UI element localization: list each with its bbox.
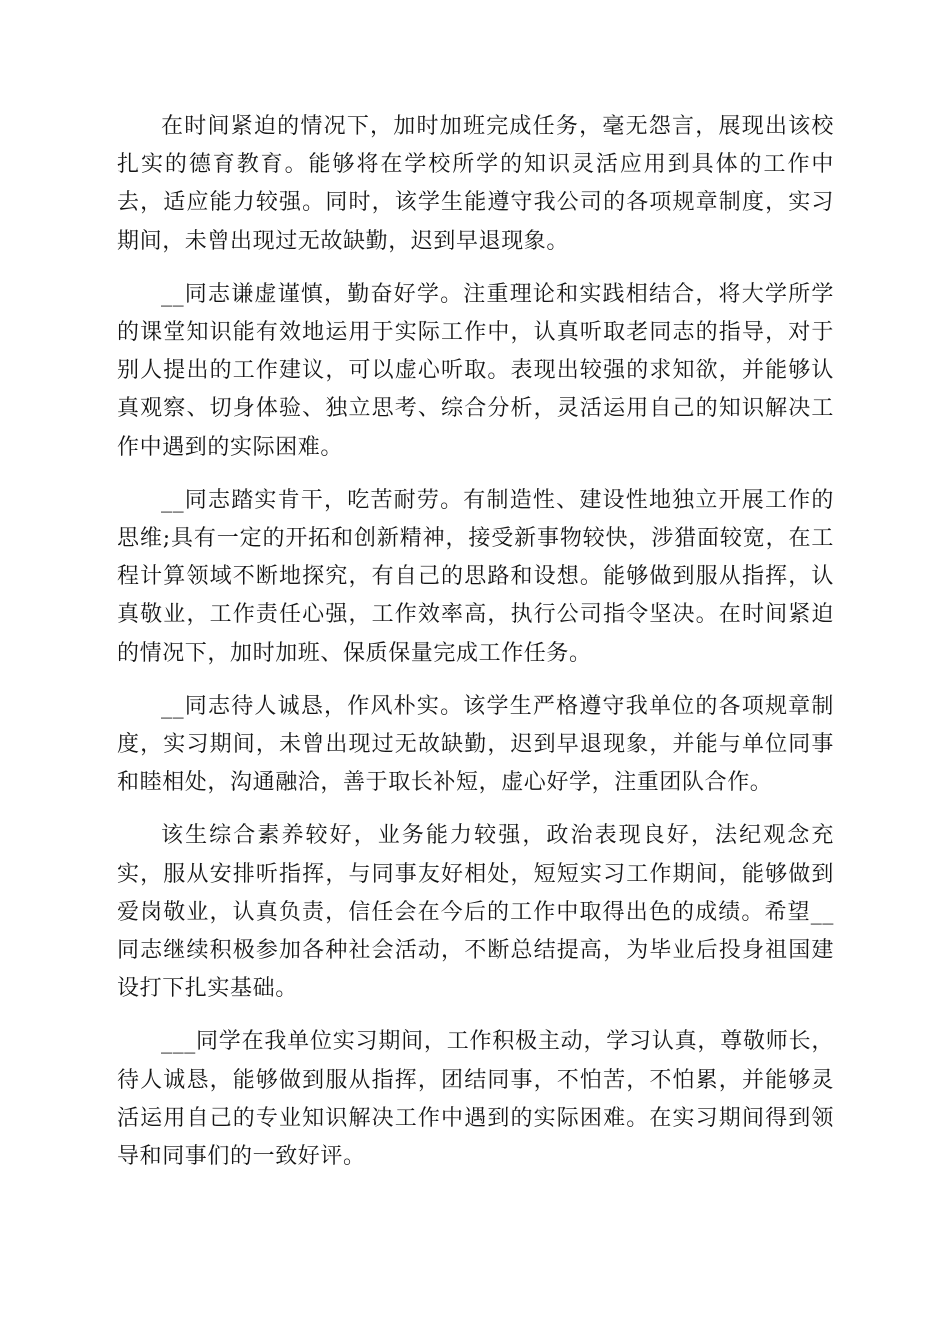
paragraph: ___同学在我单位实习期间，工作积极主动，学习认真，尊敬师长，待人诚恳，能够做到服从指挥，团结同事，不怕苦，不怕累，并能够灵活运用自己的专业知识解决工作中遇到的实际困难。在实习期间得到领导和同事们的一致好评。 <box>117 1029 834 1170</box>
paragraph: __同志谦虚谨慎，勤奋好学。注重理论和实践相结合，将大学所学的课堂知识能有效地运用于实际工作中，认真听取老同志的指导，对于别人提出的工作建议，可以虚心听取。表现出较强的求知欲，并能够认真观察、切身体验、独立思考、综合分析，灵活运用自己的知识解决工作中遇到的实际困难。 <box>117 281 834 460</box>
paragraph: __同志踏实肯干，吃苦耐劳。有制造性、建设性地独立开展工作的思维;具有一定的开拓和创新精神，接受新事物较快，涉猎面较宽，在工程计算领域不断地探究，有自己的思路和设想。能够做到服从指挥，认真敬业，工作责任心强，工作效率高，执行公司指令坚决。在时间紧迫的情况下，加时加班、保质保量完成工作任务。 <box>117 487 834 666</box>
document-body <box>117 108 834 1191</box>
paragraph: 在时间紧迫的情况下，加时加班完成任务，毫无怨言，展现出该校扎实的德育教育。能够将在学校所学的知识灵活应用到具体的工作中去，适应能力较强。同时，该学生能遵守我公司的各项规章制度，实习期间，未曾出现过无故缺勤，迟到早退现象。 <box>117 114 834 254</box>
paragraph: __同志待人诚恳，作风朴实。该学生严格遵守我单位的各项规章制度，实习期间，未曾出现过无故缺勤，迟到早退现象，并能与单位同事和睦相处，沟通融洽，善于取长补短，虚心好学，注重团队合作。 <box>117 693 834 796</box>
paragraph: 该生综合素养较好，业务能力较强，政治表现良好，法纪观念充实，服从安排听指挥，与同事友好相处，短短实习工作期间，能够做到爱岗敬业，认真负责，信任会在今后的工作中取得出色的成绩。希望__同志继续积极参加各种社会活动，不断总结提高，为毕业后投身祖国建设打下扎实基础。 <box>117 823 834 1002</box>
